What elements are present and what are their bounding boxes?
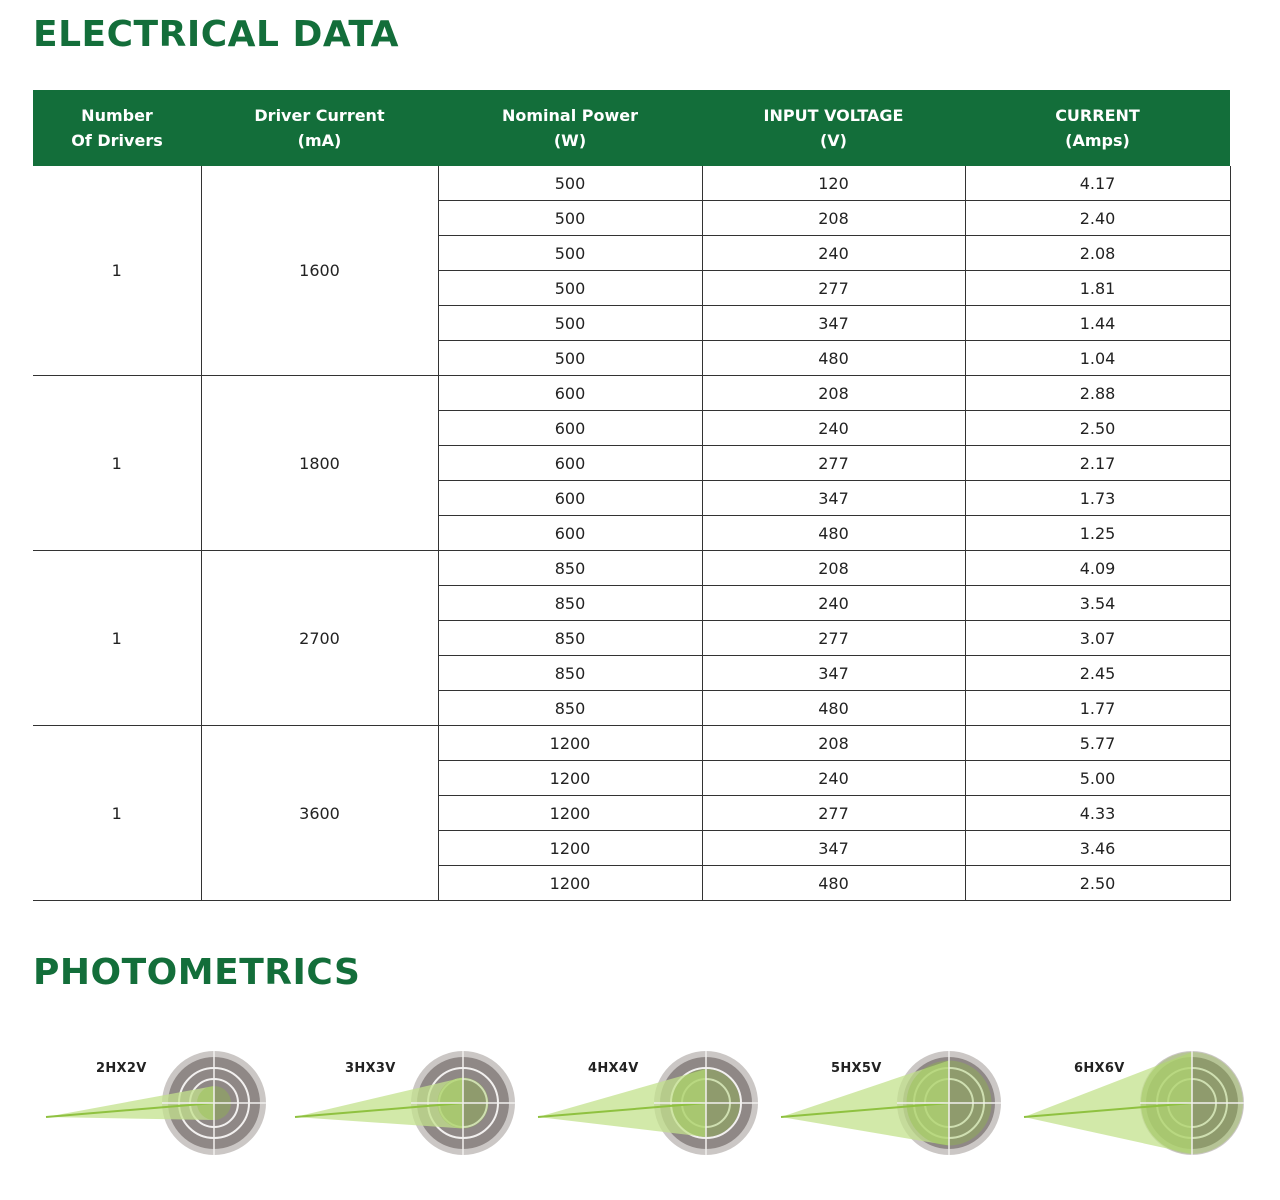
cell-current-amps: 1.44 (965, 306, 1230, 341)
cell-nominal-power: 1200 (438, 726, 702, 761)
cell-driver-current: 1800 (201, 376, 438, 551)
cell-input-voltage: 277 (702, 446, 965, 481)
cell-driver-current: 1600 (201, 166, 438, 376)
cell-input-voltage: 208 (702, 726, 965, 761)
cell-input-voltage: 208 (702, 376, 965, 411)
beam-diagram (295, 1040, 535, 1170)
header-input-voltage: INPUT VOLTAGE (V) (702, 90, 965, 166)
cell-current-amps: 2.40 (965, 201, 1230, 236)
beam-label: 3HX3V (345, 1061, 396, 1076)
cell-current-amps: 3.07 (965, 621, 1230, 656)
header-current-amps: CURRENT (Amps) (965, 90, 1230, 166)
cell-current-amps: 3.54 (965, 586, 1230, 621)
cell-input-voltage: 480 (702, 516, 965, 551)
cell-nominal-power: 850 (438, 551, 702, 586)
beam-diagram-graphic (1024, 1040, 1264, 1170)
electrical-data-title: ELECTRICAL DATA (33, 14, 400, 55)
cell-current-amps: 5.77 (965, 726, 1230, 761)
table-row (33, 726, 1230, 761)
cell-number-of-drivers: 1 (33, 166, 201, 376)
cell-nominal-power: 850 (438, 691, 702, 726)
header-nominal-power: Nominal Power (W) (438, 90, 702, 166)
beam-label: 4HX4V (588, 1061, 639, 1076)
beam-diagram-graphic (295, 1040, 535, 1170)
cell-input-voltage: 347 (702, 831, 965, 866)
beam-label: 6HX6V (1074, 1061, 1125, 1076)
beam-diagram (1024, 1040, 1264, 1170)
beam-diagram-graphic (538, 1040, 778, 1170)
cell-input-voltage: 240 (702, 236, 965, 271)
header-driver-current: Driver Current (mA) (201, 90, 438, 166)
cell-input-voltage: 208 (702, 551, 965, 586)
cell-nominal-power: 500 (438, 166, 702, 201)
beam-label: 2HX2V (96, 1061, 147, 1076)
beam-diagram (781, 1040, 1021, 1170)
cell-input-voltage: 240 (702, 586, 965, 621)
cell-nominal-power: 500 (438, 341, 702, 376)
beam-label: 5HX5V (831, 1061, 882, 1076)
cell-current-amps: 2.45 (965, 656, 1230, 691)
cell-current-amps: 2.88 (965, 376, 1230, 411)
cell-input-voltage: 240 (702, 761, 965, 796)
cell-current-amps: 1.04 (965, 341, 1230, 376)
cell-current-amps: 3.46 (965, 831, 1230, 866)
cell-current-amps: 1.25 (965, 516, 1230, 551)
cell-input-voltage: 347 (702, 306, 965, 341)
cell-driver-current: 3600 (201, 726, 438, 901)
cell-nominal-power: 850 (438, 656, 702, 691)
cell-number-of-drivers: 1 (33, 726, 201, 901)
cell-current-amps: 4.09 (965, 551, 1230, 586)
cell-input-voltage: 480 (702, 341, 965, 376)
cell-nominal-power: 600 (438, 516, 702, 551)
cell-current-amps: 5.00 (965, 761, 1230, 796)
electrical-data-table (33, 90, 1231, 901)
cell-nominal-power: 600 (438, 446, 702, 481)
cell-input-voltage: 480 (702, 691, 965, 726)
cell-current-amps: 2.50 (965, 866, 1230, 901)
cell-nominal-power: 600 (438, 376, 702, 411)
cell-nominal-power: 500 (438, 271, 702, 306)
cell-input-voltage: 120 (702, 166, 965, 201)
cell-current-amps: 4.33 (965, 796, 1230, 831)
cell-input-voltage: 480 (702, 866, 965, 901)
cell-current-amps: 2.08 (965, 236, 1230, 271)
cell-current-amps: 4.17 (965, 166, 1230, 201)
cell-current-amps: 2.50 (965, 411, 1230, 446)
cell-input-voltage: 208 (702, 201, 965, 236)
table-row (33, 376, 1230, 411)
cell-nominal-power: 850 (438, 621, 702, 656)
cell-driver-current: 2700 (201, 551, 438, 726)
cell-nominal-power: 500 (438, 201, 702, 236)
photometrics-beam-diagrams (0, 1040, 1280, 1170)
beam-diagram (538, 1040, 778, 1170)
cell-nominal-power: 500 (438, 236, 702, 271)
cell-input-voltage: 277 (702, 621, 965, 656)
cell-nominal-power: 850 (438, 586, 702, 621)
cell-current-amps: 1.73 (965, 481, 1230, 516)
cell-input-voltage: 277 (702, 796, 965, 831)
cell-input-voltage: 347 (702, 481, 965, 516)
cell-current-amps: 2.17 (965, 446, 1230, 481)
cell-input-voltage: 347 (702, 656, 965, 691)
table-row (33, 551, 1230, 586)
cell-nominal-power: 1200 (438, 796, 702, 831)
cell-current-amps: 1.81 (965, 271, 1230, 306)
cell-number-of-drivers: 1 (33, 551, 201, 726)
cell-nominal-power: 600 (438, 481, 702, 516)
cell-number-of-drivers: 1 (33, 376, 201, 551)
cell-nominal-power: 1200 (438, 761, 702, 796)
photometrics-title: PHOTOMETRICS (33, 952, 361, 993)
cell-nominal-power: 1200 (438, 866, 702, 901)
table-row (33, 166, 1230, 201)
cell-input-voltage: 240 (702, 411, 965, 446)
cell-current-amps: 1.77 (965, 691, 1230, 726)
header-number-of-drivers: Number Of Drivers (33, 90, 201, 166)
cell-nominal-power: 600 (438, 411, 702, 446)
table-header-row (33, 90, 1230, 166)
beam-diagram (46, 1040, 286, 1170)
beam-diagram-graphic (781, 1040, 1021, 1170)
beam-diagram-graphic (46, 1040, 286, 1170)
cell-nominal-power: 1200 (438, 831, 702, 866)
cell-nominal-power: 500 (438, 306, 702, 341)
cell-input-voltage: 277 (702, 271, 965, 306)
